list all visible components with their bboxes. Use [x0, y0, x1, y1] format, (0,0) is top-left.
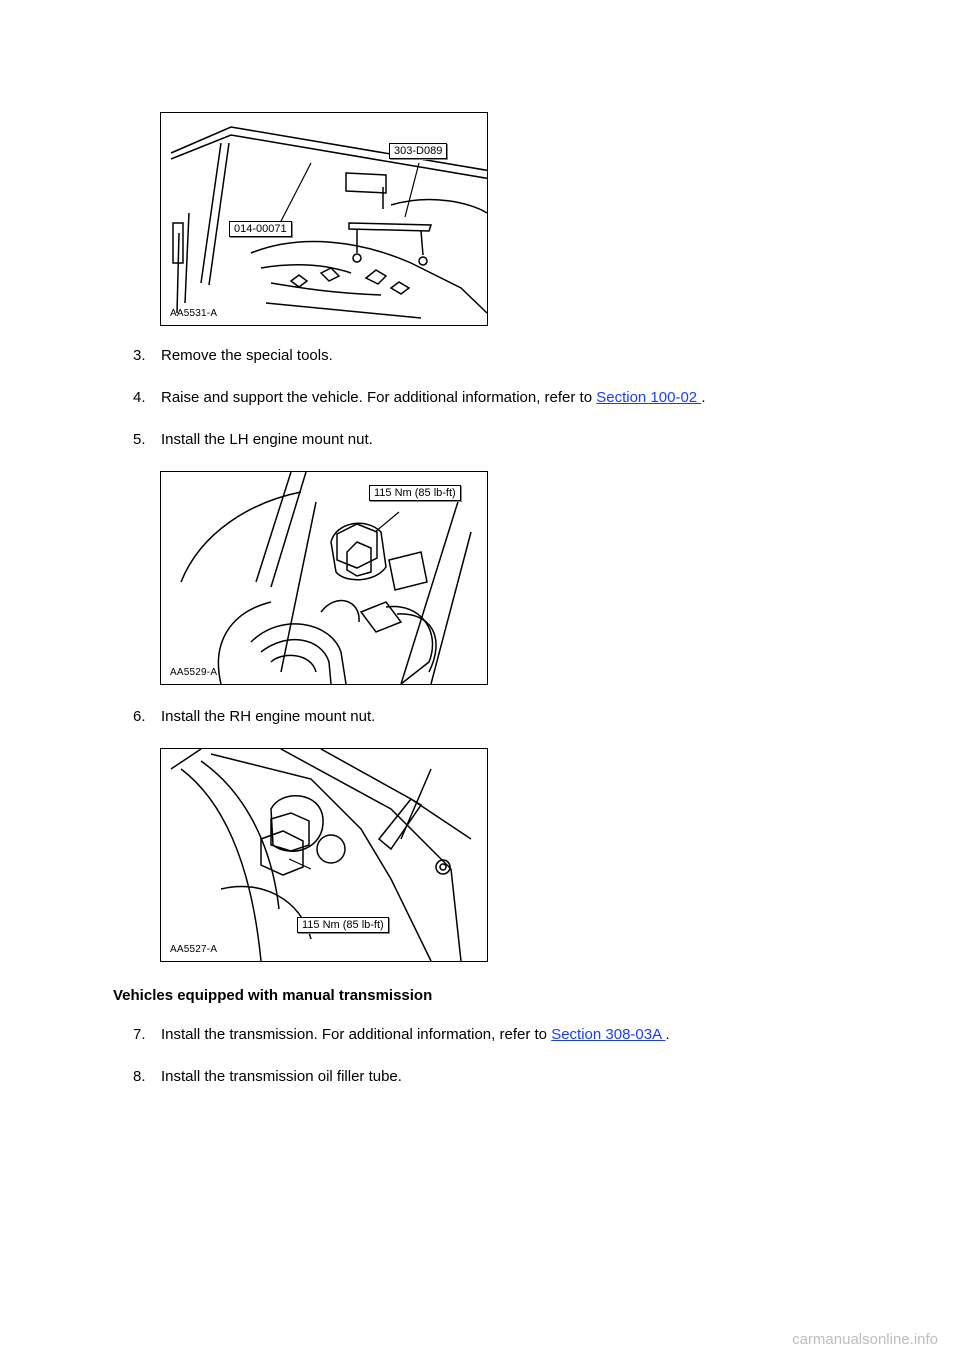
step-text: Install the transmission oil filler tube. [161, 1068, 402, 1085]
figure-code: AA5527-A [170, 944, 218, 955]
figure-code: AA5529-A [170, 667, 218, 678]
lh-mount-illustration [161, 472, 487, 684]
step-text-end: . [701, 389, 706, 406]
torque-callout: 115 Nm (85 lb-ft) [369, 485, 461, 501]
step-text: Remove the special tools. [161, 347, 333, 364]
step-number: 5. [133, 431, 146, 448]
watermark-footer: carmanualsonline.info [792, 1331, 938, 1348]
section-heading: Vehicles equipped with manual transmission [113, 987, 433, 1004]
step-number: 7. [133, 1026, 146, 1043]
step-3 [133, 347, 333, 365]
section-link-308-03a[interactable]: Section 308-03A [551, 1026, 666, 1043]
step-number: 8. [133, 1068, 146, 1085]
figure-rh-mount-nut [160, 748, 488, 962]
step-text: Install the LH engine mount nut. [161, 431, 373, 448]
step-7 [133, 1026, 670, 1044]
step-6 [133, 708, 375, 726]
torque-callout: 115 Nm (85 lb-ft) [297, 917, 389, 933]
step-text: Install the RH engine mount nut. [161, 708, 376, 725]
step-5 [133, 431, 373, 449]
step-number: 4. [133, 389, 146, 406]
step-number: 3. [133, 347, 146, 364]
tool-callout-014-00071: 014-00071 [229, 221, 292, 237]
figure-lifting-tool [160, 112, 488, 326]
step-4 [133, 389, 705, 407]
tool-callout-303-d089: 303-D089 [389, 143, 447, 159]
step-number: 6. [133, 708, 146, 725]
step-8 [133, 1068, 402, 1086]
figure-lh-mount-nut [160, 471, 488, 685]
step-text: Install the transmission. For additional information, refer to [161, 1026, 552, 1043]
figure-code: AA5531-A [170, 308, 218, 319]
section-link-100-02[interactable]: Section 100-02 [596, 389, 702, 406]
step-text: Raise and support the vehicle. For additional information, refer to [161, 389, 597, 406]
step-text-end: . [665, 1026, 670, 1043]
